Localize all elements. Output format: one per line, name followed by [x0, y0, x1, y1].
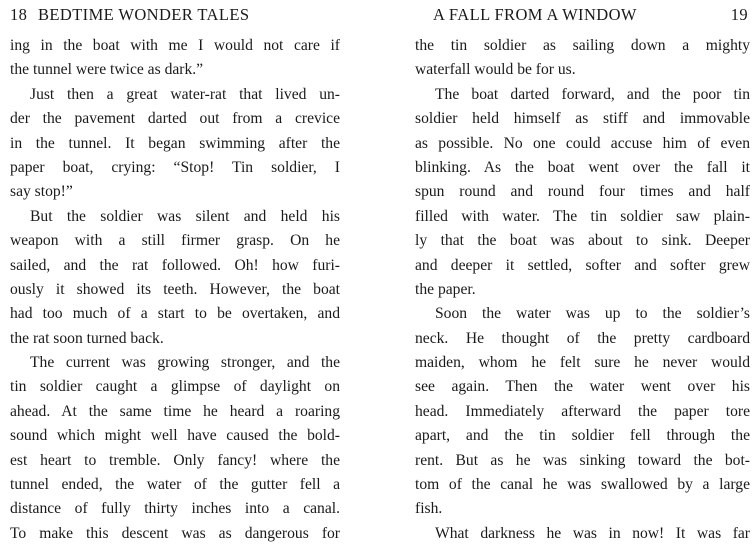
text-line: head. Immediately afterward the paper tore — [415, 402, 750, 420]
text-line: sailed, and the rat followed. Oh! how furi- — [10, 256, 340, 274]
book-gutter — [340, 0, 415, 482]
text-line: But the soldier was silent and held his — [30, 207, 340, 225]
text-line: had too much of a start to be overtaken, and — [10, 305, 340, 323]
left-page-header — [10, 0, 340, 26]
text-line: weapon with a still firmer grasp. On he — [10, 232, 340, 250]
text-line: maiden, whom he felt sure he never would — [415, 354, 750, 372]
text-line: apart, and the tin soldier fell through the — [415, 427, 750, 445]
text-line: rent. But as he was sinking toward the bot- — [415, 451, 750, 469]
text-line: in the tunnel. It began swimming after the — [10, 134, 340, 152]
text-line: blinking. As the boat went over the fall it — [415, 158, 750, 176]
left-page-text — [10, 34, 340, 546]
text-line: the paper. — [415, 280, 476, 298]
text-line: ly that the boat was about to sink. Deeper — [415, 232, 750, 250]
text-line: Just then a great water-rat that lived un- — [30, 85, 340, 103]
text-line: Soon the water was up to the soldier’s — [435, 305, 750, 323]
text-line: The current was growing stronger, and the — [30, 354, 340, 372]
text-line: as possible. No one could accuse him of even — [415, 134, 750, 152]
text-line: der the pavement darted out from a crevice — [10, 110, 340, 128]
text-line: tunnel ended, the water of the gutter fell a — [10, 476, 340, 494]
right-page-number: 19 — [730, 5, 748, 24]
text-line: The boat darted forward, and the poor tin — [435, 85, 750, 103]
text-line: the rat soon turned back. — [10, 329, 164, 347]
text-line: ahead. At the same time he heard a roaring — [10, 402, 340, 420]
text-line: soldier held himself as stiff and immovable — [415, 110, 750, 128]
text-line: To make this descent was as dangerous for — [10, 524, 340, 542]
left-running-head: BEDTIME WONDER TALES — [38, 5, 250, 24]
text-line: waterfall would be for us. — [415, 61, 576, 79]
text-line: and deeper it settled, softer and softer grew — [415, 256, 750, 274]
text-line: the tunnel were twice as dark.” — [10, 61, 204, 79]
text-line: filled with water. The tin soldier saw plain- — [415, 207, 750, 225]
right-page-header — [415, 0, 750, 26]
text-line: est heart to tremble. Only fancy! where the — [10, 451, 340, 469]
right-page-text — [415, 34, 750, 546]
right-running-head: A FALL FROM A WINDOW — [433, 5, 637, 24]
text-line: ing in the boat with me I would not care if — [10, 37, 340, 54]
left-page-number: 18 — [10, 5, 28, 24]
text-line: neck. He thought of the pretty cardboard — [415, 329, 750, 347]
text-line: spun round and round four times and half — [415, 183, 750, 201]
text-line: the tin soldier as sailing down a mighty — [415, 37, 750, 54]
text-line: paper boat, crying: “Stop! Tin soldier, I — [10, 158, 340, 176]
left-page — [0, 0, 340, 542]
text-line: sound which might well have caused the bold- — [10, 427, 340, 445]
text-line: What darkness he was in now! It was far — [435, 524, 750, 542]
text-line: tin soldier caught a glimpse of daylight on — [10, 378, 340, 396]
text-line: say stop!” — [10, 183, 73, 201]
right-page — [415, 0, 750, 542]
text-line: ously it showed its teeth. However, the boat — [10, 280, 340, 298]
text-line: distance of fully thirty inches into a canal. — [10, 500, 340, 518]
text-line: see again. Then the water went over his — [415, 378, 750, 396]
text-line: fish. — [415, 500, 443, 518]
text-line: tom of the canal he was swallowed by a large — [415, 476, 750, 494]
